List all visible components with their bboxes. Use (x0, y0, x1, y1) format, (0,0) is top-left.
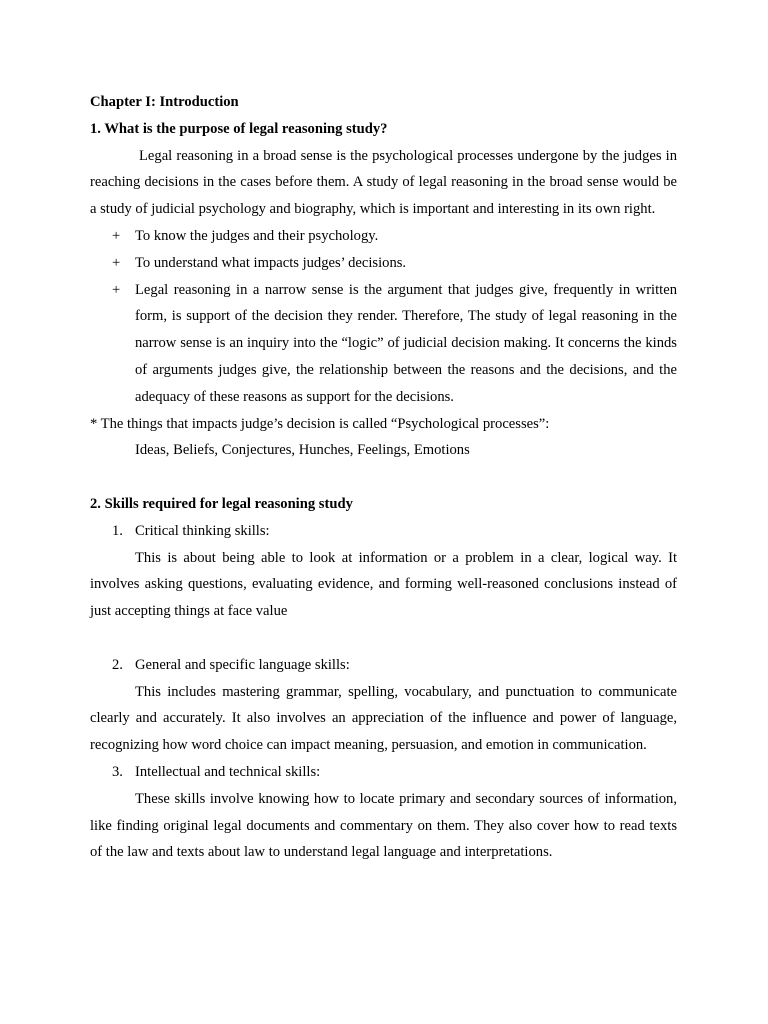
bullet-item (90, 277, 677, 411)
skill-description: These skills involve knowing how to locate primary and secondary sources of information, like finding original legal documents and commentary on them. They also cover how to read texts of the law and texts about law to understand legal language and interpretations. (90, 790, 677, 861)
psychological-processes-list: Ideas, Beliefs, Conjectures, Hunches, Feelings, Emotions (135, 442, 470, 459)
skill-description: This is about being able to look at information or a problem in a clear, logical way. It involves asking questions, evaluating evidence, and forming well-reasoned conclusions instead of just accepting things at face value (90, 549, 677, 620)
section1-heading: 1. What is the purpose of legal reasoning study? (90, 120, 388, 137)
bullet-item (90, 223, 677, 250)
skill-number: 1. (112, 522, 123, 539)
section1-intro: Legal reasoning in a broad sense is the psychological processes undergone by the judges in reaching decisions in the cases before them. A study of legal reasoning in the broad sense would be a study of judicial psychology and biography, which is important and interesting in its own right. (90, 147, 677, 218)
spacer (90, 625, 677, 652)
bullet-mark: + (112, 254, 121, 271)
skill-description: This includes mastering grammar, spelling, vocabulary, and punctuation to communicate clearly and accurately. It also involves an appreciation of the influence and power of language, recognizing how word choice can impact meaning, persuasion, and emotion in communication. (90, 683, 677, 754)
section2-heading: 2. Skills required for legal reasoning study (90, 495, 353, 512)
skill-number: 3. (112, 763, 123, 780)
skill-title: Critical thinking skills: (135, 522, 270, 539)
bullet-text: To know the judges and their psychology. (135, 227, 379, 244)
skill-number: 2. (112, 656, 123, 673)
bullet-text: Legal reasoning in a narrow sense is the argument that judges give, frequently in written form, is support of the decision they render. Therefore, The study of legal reasoning in the narrow sense is an inquiry into the “logic” of judicial decision making. It concerns the kinds of arguments judges give, the relationship between the reasons and the decisions, and the adequacy of these reasons as support for the decisions. (135, 281, 677, 405)
bullet-mark: + (112, 227, 121, 244)
bullet-mark: + (112, 281, 121, 298)
skill-title: General and specific language skills: (135, 656, 350, 673)
skill-item-title (90, 518, 677, 545)
chapter-title: Chapter I: Introduction (90, 94, 239, 110)
bullet-item (90, 250, 677, 277)
skill-item-title (90, 759, 677, 786)
document-page (90, 89, 677, 866)
skill-title: Intellectual and technical skills: (135, 763, 321, 780)
bullet-text: To understand what impacts judges’ decisions. (135, 254, 407, 271)
psychological-processes-note: * The things that impacts judge’s decision is called “Psychological processes”: (90, 415, 550, 432)
skill-item-title (90, 652, 677, 679)
spacer (90, 464, 677, 491)
